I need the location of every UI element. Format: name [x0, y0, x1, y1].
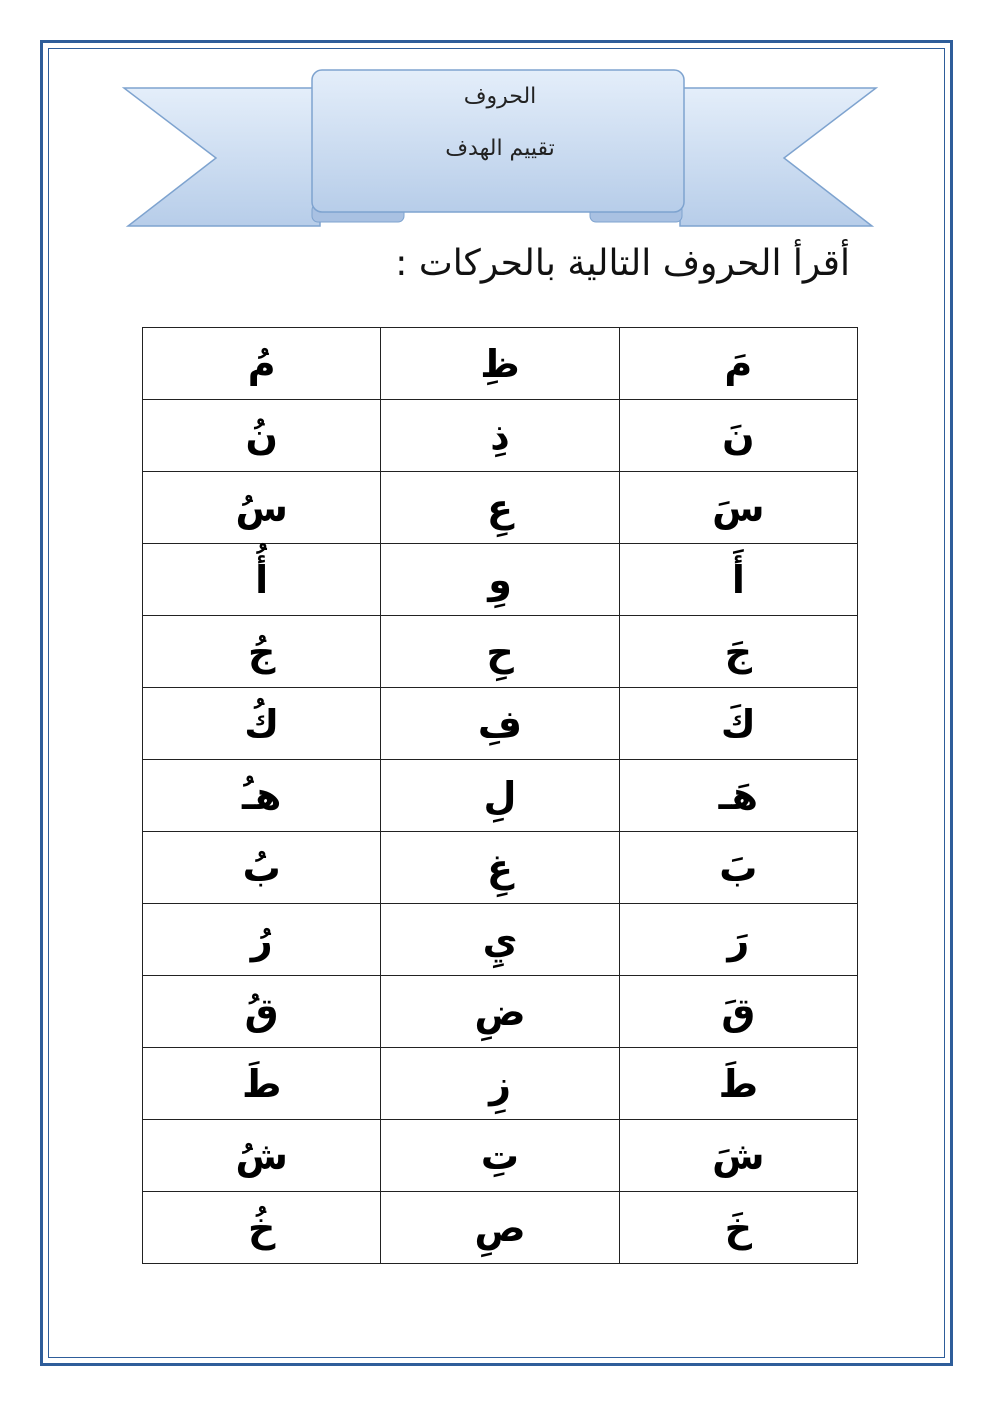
letter-cell: خَ	[619, 1192, 857, 1264]
table-row	[143, 544, 858, 616]
table-row	[143, 1120, 858, 1192]
table-row	[143, 472, 858, 544]
letter-cell: شَ	[619, 1120, 857, 1192]
letter-cell: قُ	[143, 976, 381, 1048]
letter-cell: عِ	[381, 472, 619, 544]
letter-cell: وِ	[381, 544, 619, 616]
letter-cell: غِ	[381, 832, 619, 904]
letter-cell: نُ	[143, 400, 381, 472]
letter-cell: بَ	[619, 832, 857, 904]
letters-table	[142, 327, 858, 1264]
letter-cell: أَ	[619, 544, 857, 616]
letter-cell: هَـ	[619, 760, 857, 832]
table-row	[143, 904, 858, 976]
letter-cell: زِ	[381, 1048, 619, 1120]
ribbon-left-tail	[124, 88, 320, 226]
letter-cell: فِ	[381, 688, 619, 760]
letter-cell: طَ	[619, 1048, 857, 1120]
letter-cell: شُ	[143, 1120, 381, 1192]
ribbon-right-tail	[680, 88, 876, 226]
letter-cell: يِ	[381, 904, 619, 976]
table-row	[143, 760, 858, 832]
table-row	[143, 328, 858, 400]
letter-cell: ذِ	[381, 400, 619, 472]
table-row	[143, 1192, 858, 1264]
letter-cell: رَ	[619, 904, 857, 976]
instruction-text: أقرأ الحروف التالية بالحركات :	[395, 243, 850, 284]
letter-cell: كُ	[143, 688, 381, 760]
letter-cell: مُ	[143, 328, 381, 400]
letter-cell: حِ	[381, 616, 619, 688]
letter-cell: جَ	[619, 616, 857, 688]
banner-title: الحروف	[463, 84, 537, 109]
letter-cell: صِ	[381, 1192, 619, 1264]
letter-cell: أُ	[143, 544, 381, 616]
letter-cell: هـُ	[143, 760, 381, 832]
letter-cell: خُ	[143, 1192, 381, 1264]
banner-subtitle: تقييم الهدف	[445, 136, 555, 161]
letter-cell: ظِ	[381, 328, 619, 400]
letter-cell: رُ	[143, 904, 381, 976]
letter-cell: قَ	[619, 976, 857, 1048]
table-row	[143, 832, 858, 904]
letter-cell: مَ	[619, 328, 857, 400]
letter-cell: لِ	[381, 760, 619, 832]
letter-cell: جُ	[143, 616, 381, 688]
table-row	[143, 688, 858, 760]
table-row	[143, 400, 858, 472]
letter-cell: تِ	[381, 1120, 619, 1192]
letter-cell: سَ	[619, 472, 857, 544]
table-row	[143, 616, 858, 688]
letter-cell: ضِ	[381, 976, 619, 1048]
letter-cell: سُ	[143, 472, 381, 544]
table-row	[143, 976, 858, 1048]
table-row	[143, 1048, 858, 1120]
letter-cell: طَ	[143, 1048, 381, 1120]
letter-cell: نَ	[619, 400, 857, 472]
letter-cell: بُ	[143, 832, 381, 904]
letter-cell: كَ	[619, 688, 857, 760]
